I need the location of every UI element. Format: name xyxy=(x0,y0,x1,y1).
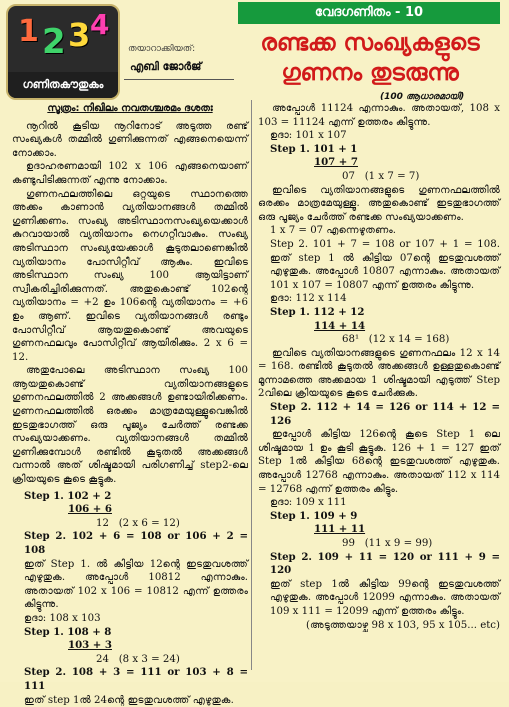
logo-digit: 1 xyxy=(18,14,39,49)
worked-example xyxy=(258,306,500,347)
result-note: (8 x 3 = 24) xyxy=(118,653,180,665)
paragraph: ഇപ്പോൾ കിട്ടിയ 126ന്റെ കൂടെ Step 1 ലെ ശിഷ്ടമായ 1 ഉം കൂടി കൂട്ടുക. 126 + 1 = 127 ഇത് Step 1ൽ കിട്ടിയ 68ന്റെ ഇടതുവശത്ത് എഴുതുക. അപ്പോൾ 12768 എന്നാകും. അതായത് 112 x 114 = 12768 എന്ന് ഉത്തരം കിട്ടും. xyxy=(258,429,500,495)
column-divider xyxy=(251,100,252,670)
step-line: 114 + 14 xyxy=(314,319,366,332)
paragraph: ഇവിടെ വ്യതിയാനങ്ങളുടെ ഗുണനഫലത്തിൽ ഒരക്കം മാത്രമേയുള്ളൂ. അതുകൊണ്ട് ഇടതുഭാഗത്ത് ഒരു പൂജ്യം ചേർത്ത് രണ്ടക്ക സംഖ്യയാക്കണം. xyxy=(258,184,500,223)
example-heading: ഉദാ: 109 x 111 xyxy=(270,497,347,509)
step-line: Step 1. 102 + 2 xyxy=(24,489,112,502)
step-result xyxy=(270,537,500,551)
step-result xyxy=(270,333,500,347)
next-week-note: (അടുത്തയാഴ്ച 98 x 103, 95 x 105... etc) xyxy=(305,619,500,631)
result-value: 12 xyxy=(96,517,109,529)
logo-digit: 3 xyxy=(68,16,91,54)
worked-example xyxy=(258,510,500,551)
step-result xyxy=(24,653,248,667)
step-line: 111 + 11 xyxy=(314,523,366,536)
article-title xyxy=(236,28,504,88)
step-2-line: Step 2. 109 + 11 = 120 or 111 + 9 = 120 xyxy=(270,550,500,577)
step-line: 106 + 6 xyxy=(68,503,112,516)
paragraph: ഇത് step 1ൽ കിട്ടിയ 99ന്റെ ഇടതുവശത്ത് എഴുതുക. അപ്പോൾ 12099 എന്നാകും. അതായത് 109 x 111 = 12099 എന്ന് ഉത്തരം കിട്ടും. xyxy=(270,578,500,617)
result-value: 68¹ xyxy=(342,334,360,346)
paragraph: അപ്പോൾ 11124 എന്നാകും. അതായത്, 108 x 103 = 11124 എന്ന് ഉത്തരം കിട്ടുന്നു. xyxy=(258,103,500,128)
example-heading: ഉദാ: 101 x 107 xyxy=(270,130,347,142)
title-line-2: ഗുണനം തുടരുന്നു xyxy=(281,60,459,86)
paragraph: നൂറിൽ കൂടിയ നൂറിനോട് അടുത്ത രണ്ട് സംഖ്യകൾ തമ്മിൽ ഗുണിക്കുന്നത് എങ്ങനെയെന്ന് നോക്കാം. xyxy=(12,120,248,159)
worked-example xyxy=(12,626,248,667)
divider xyxy=(124,79,234,80)
paragraph: ഉദാഹരണമായി 102 x 106 എങ്ങനെയാണ് കണ്ടുപിടിക്കുന്നത് എന്നു നോക്കാം. xyxy=(12,161,248,186)
step-line: Step 1. 101 + 1 xyxy=(270,142,358,155)
paragraph: അതുപോലെ അടിസ്ഥാന സംഖ്യ 100 ആയതുകൊണ്ട് വ്യതിയാനങ്ങളുടെ ഗുണനഫലത്തിൽ 2 അക്കങ്ങൾ ഉണ്ടായിരിക്കണം. ഗുണനഫലത്തിൽ ഒരക്കം മാത്രമേയുള്ളൂവെങ്കിൽ ഇടതുഭാഗത്ത് ഒരു പൂജ്യം ചേർത്ത് രണ്ടക്ക സംഖ്യയാക്കണം. വ്യതിയാനങ്ങൾ തമ്മിൽ ഗുണിക്കുമ്പോൾ രണ്ടിൽ കൂടുതൽ അക്കങ്ങൾ വന്നാൽ അത് ശിഷ്ടമായി പരിഗണിച്ച് step2-ലെ ക്രിയയുടെ കൂടെ കൂട്ടുക. xyxy=(12,365,248,486)
left-column xyxy=(12,102,248,707)
step-result xyxy=(270,170,500,184)
result-value: 07 xyxy=(342,170,355,182)
step-line: Step 1. 108 + 8 xyxy=(24,625,112,638)
result-note: (2 x 6 = 12) xyxy=(118,517,180,529)
example-heading: ഉദാ: 112 x 114 xyxy=(270,293,347,305)
logo-digit: 2 xyxy=(42,22,66,62)
worked-example xyxy=(258,143,500,184)
logo-caption: ഗണിതകൗതുകം xyxy=(8,72,118,98)
result-note: (12 x 14 = 168) xyxy=(368,334,450,346)
result-note: (1 x 7 = 7) xyxy=(364,170,420,182)
step-line: Step 1. 112 + 12 xyxy=(270,305,365,318)
author-name: എബി ജോർജ് xyxy=(130,60,202,73)
worked-example xyxy=(12,490,248,531)
paragraph: ഇവിടെ വ്യതിയാനങ്ങളുടെ ഗുണനഫലം 12 x 14 = 168. രണ്ടിൽ കൂടുതൽ അക്കങ്ങൾ ഉള്ളതുകൊണ്ട് മൂന്നാമത്തെ അക്കമായ 1 ശിഷ്ടമായി എടുത്ത് Step 2വിലെ ക്രിയയുടെ കൂടെ ചേർക്കുക. xyxy=(258,347,500,400)
step-line: 107 + 7 xyxy=(314,156,358,169)
right-column xyxy=(258,102,500,632)
step-result xyxy=(24,517,248,531)
step-2-line: Step 2. 102 + 6 = 108 or 106 + 2 = 108 xyxy=(24,530,248,556)
paragraph: ഇത് Step 1. ൽ കിട്ടിയ 12ന്റെ ഇടതുവശത്ത് എഴുതുക. അപ്പോൾ 10812 എന്നാകും. അതായത് 102 x 106 = 10812 എന്ന് ഉത്തരം കിട്ടുന്നു. xyxy=(24,558,248,611)
example-heading: ഉദാ: 108 x 103 xyxy=(24,612,101,624)
result-note: (11 x 9 = 99) xyxy=(364,538,433,549)
equation-line: 1 x 7 = 07 എന്നെഴുതണം. xyxy=(270,225,397,237)
section-heading: സൂത്രം: നിഖിലം നവതശ്ചരമം ദശതഃ xyxy=(47,103,213,114)
step-2-line: Step 2. 112 + 14 = 126 or 114 + 12 = 126 xyxy=(270,401,500,427)
step-2-line: Step 2. 108 + 3 = 111 or 103 + 8 = 111 xyxy=(24,666,248,692)
series-banner: വേദഗണിതം - 10 xyxy=(238,2,500,24)
paragraph: ഗുണനഫലത്തിലെ ഒറ്റയുടെ സ്ഥാനത്തെ അക്കം കാണാൻ വ്യതിയാനങ്ങൾ തമ്മിൽ ഗുണിക്കണം. സംഖ്യ അടിസ്ഥാനസംഖ്യയെക്കാൾ കുറവായാൽ വ്യതിയാനം നെഗറ്റീവാകും. സംഖ്യ അടിസ്ഥാന സംഖ്യയേക്കാൾ കൂടുതലാണെങ്കിൽ വ്യതിയാനം പോസിറ്റീവ് ആകും. ഇവിടെ അടിസ്ഥാന സംഖ്യ 100 ആയിട്ടാണ് സ്വീകരിച്ചിരിക്കുന്നത്. അതുകൊണ്ട് 102ന്റെ വ്യതിയാനം = +2 ഉം 106ന്റെ വ്യതിയാനം = +6 ഉം ആണ്. ഇവിടെ വ്യതിയാനങ്ങൾ രണ്ടും പോസിറ്റീവ് ആയതുകൊണ്ട് അവയുടെ ഗുണനഫലവും പോസിറ്റീവ് ആയിരിക്കും. 2 x 6 = 12. xyxy=(12,188,248,363)
paragraph: Step 2. 101 + 7 = 108 or 107 + 1 = 108. ഇത് step 1 ൽ കിട്ടിയ 07ന്റെ ഇടതുവശത്ത് എഴുതുക. അപ്പോൾ 10807 എന്നാകും. അതായത് 101 x 107 = 10807 എന്ന് ഉത്തരം കിട്ടുന്നു. xyxy=(270,238,500,291)
step-line: 103 + 3 xyxy=(68,639,112,652)
logo-digits xyxy=(14,8,112,70)
step-line: Step 1. 109 + 9 xyxy=(270,509,358,522)
column-logo xyxy=(6,4,120,100)
title-line-1: രണ്ടക്ക സംഖ്യകളുടെ xyxy=(260,30,480,56)
article-subtitle: (100 ആധാരമായി) xyxy=(380,92,465,102)
result-value: 99 xyxy=(342,538,355,549)
byline-label: തയാറാക്കിയത്: xyxy=(128,44,196,54)
paragraph: ഇത് step 1ൽ 24ന്റെ ഇടതുവശത്ത് എഴുതുക. xyxy=(24,694,234,706)
result-value: 24 xyxy=(96,653,109,665)
logo-digit: 4 xyxy=(90,8,110,41)
